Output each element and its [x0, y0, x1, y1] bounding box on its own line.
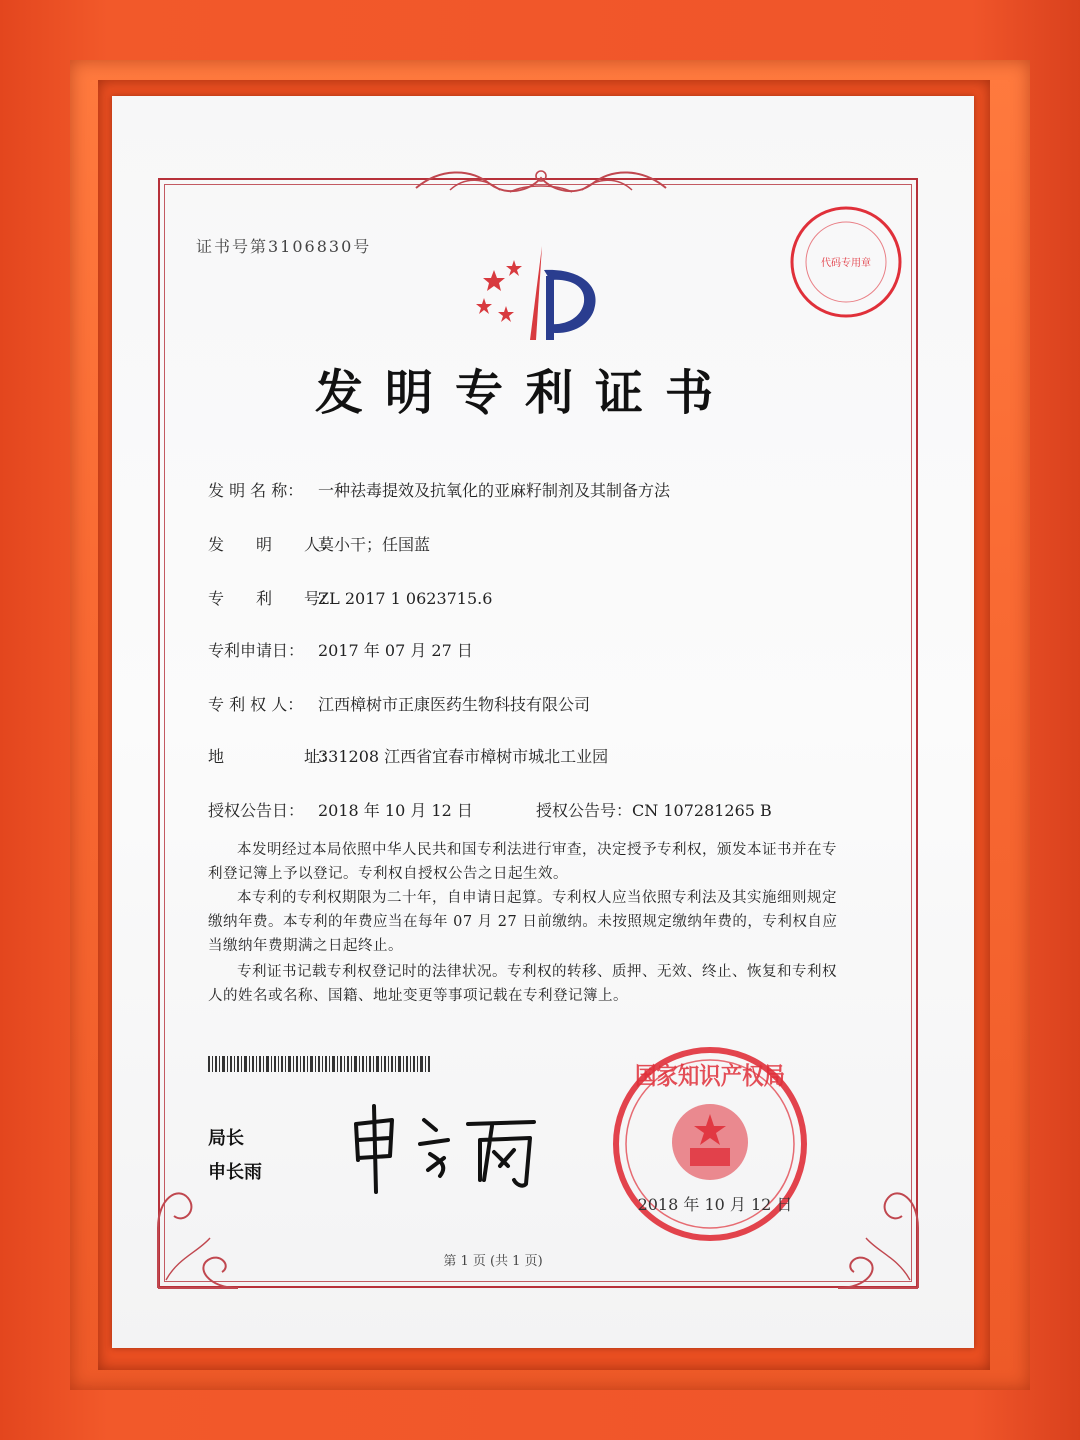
field-invention-name: [208, 478, 670, 501]
bottom-left-ornament: [148, 1168, 248, 1292]
patent-number-label: 专 利 号：: [208, 589, 337, 608]
patent-office-emblem: [470, 240, 610, 350]
field-patentee: [208, 692, 590, 715]
grant-number-value: CN 107281265 B: [632, 801, 772, 820]
invention-name-value: 一种祛毒提效及抗氧化的亚麻籽制剂及其制备方法: [318, 481, 671, 500]
grant-number-label: 授权公告号：: [536, 801, 633, 820]
field-grant-date: [208, 798, 473, 821]
patent-number-value: ZL 2017 1 0623715.6: [318, 589, 493, 608]
patentee-value: 江西樟树市正康医药生物科技有限公司: [318, 695, 591, 714]
director-title: 局长: [208, 1128, 244, 1149]
field-filing-date: [208, 638, 473, 661]
address-label: 地 址：: [208, 747, 337, 766]
certificate-title: 发明专利证书: [314, 365, 735, 421]
official-seal-text: 国家知识产权局: [635, 1062, 785, 1090]
body-paragraph-1: 本发明经过本局依照中华人民共和国专利法进行审查，决定授予专利权，颁发本证书并在专利登记簿上予以登记。专利权自授权公告之日起生效。: [208, 842, 837, 882]
bottom-right-ornament: [828, 1168, 928, 1292]
agency-seal-text: 代码专用章: [821, 258, 871, 269]
director-name: 申长雨: [208, 1162, 262, 1183]
filing-date-value: 2017 年 07 月 27 日: [318, 641, 473, 660]
body-paragraph-3: 专利证书记载专利权登记时的法律状况。专利权的转移、质押、无效、终止、恢复和专利权人的姓名或名称、国籍、地址变更等事项记载在专利登记簿上。: [208, 964, 837, 1004]
field-patent-number: [208, 586, 492, 609]
address-value: 331208 江西省宜春市樟树市城北工业园: [318, 747, 609, 766]
field-inventor: [208, 532, 430, 555]
top-ornament: [410, 162, 672, 202]
filing-date-label: 专利申请日：: [208, 641, 305, 660]
grant-date-label: 授权公告日：: [208, 801, 305, 820]
field-address: [208, 744, 608, 767]
page-number: 第 1 页 (共 1 页): [443, 1254, 543, 1269]
field-grant-number: [536, 798, 772, 821]
body-paragraph-2: 本专利的专利权期限为二十年，自申请日起算。专利权人应当依照专利法及其实施细则规定缴纳年费。本专利的年费应当在每年 07 月 27 日前缴纳。未按照规定缴纳年费的，专利权自应当缴纳年费期满之日起终止。: [208, 890, 838, 954]
grant-date-value: 2018 年 10 月 12 日: [318, 801, 473, 820]
inventor-label: 发 明 人：: [208, 535, 337, 554]
patentee-label: 专 利 权 人：: [208, 695, 304, 714]
seal-date: 2018 年 10 月 12 日: [637, 1195, 793, 1214]
barcode: [208, 1056, 432, 1072]
inventor-value: 莫小干；任国蓝: [318, 535, 431, 554]
agency-seal-icon: [788, 204, 904, 320]
invention-name-label: 发 明 名 称：: [208, 481, 304, 500]
handwritten-signature: [344, 1100, 544, 1196]
certificate-number: 证书号第3106830号: [196, 237, 372, 256]
